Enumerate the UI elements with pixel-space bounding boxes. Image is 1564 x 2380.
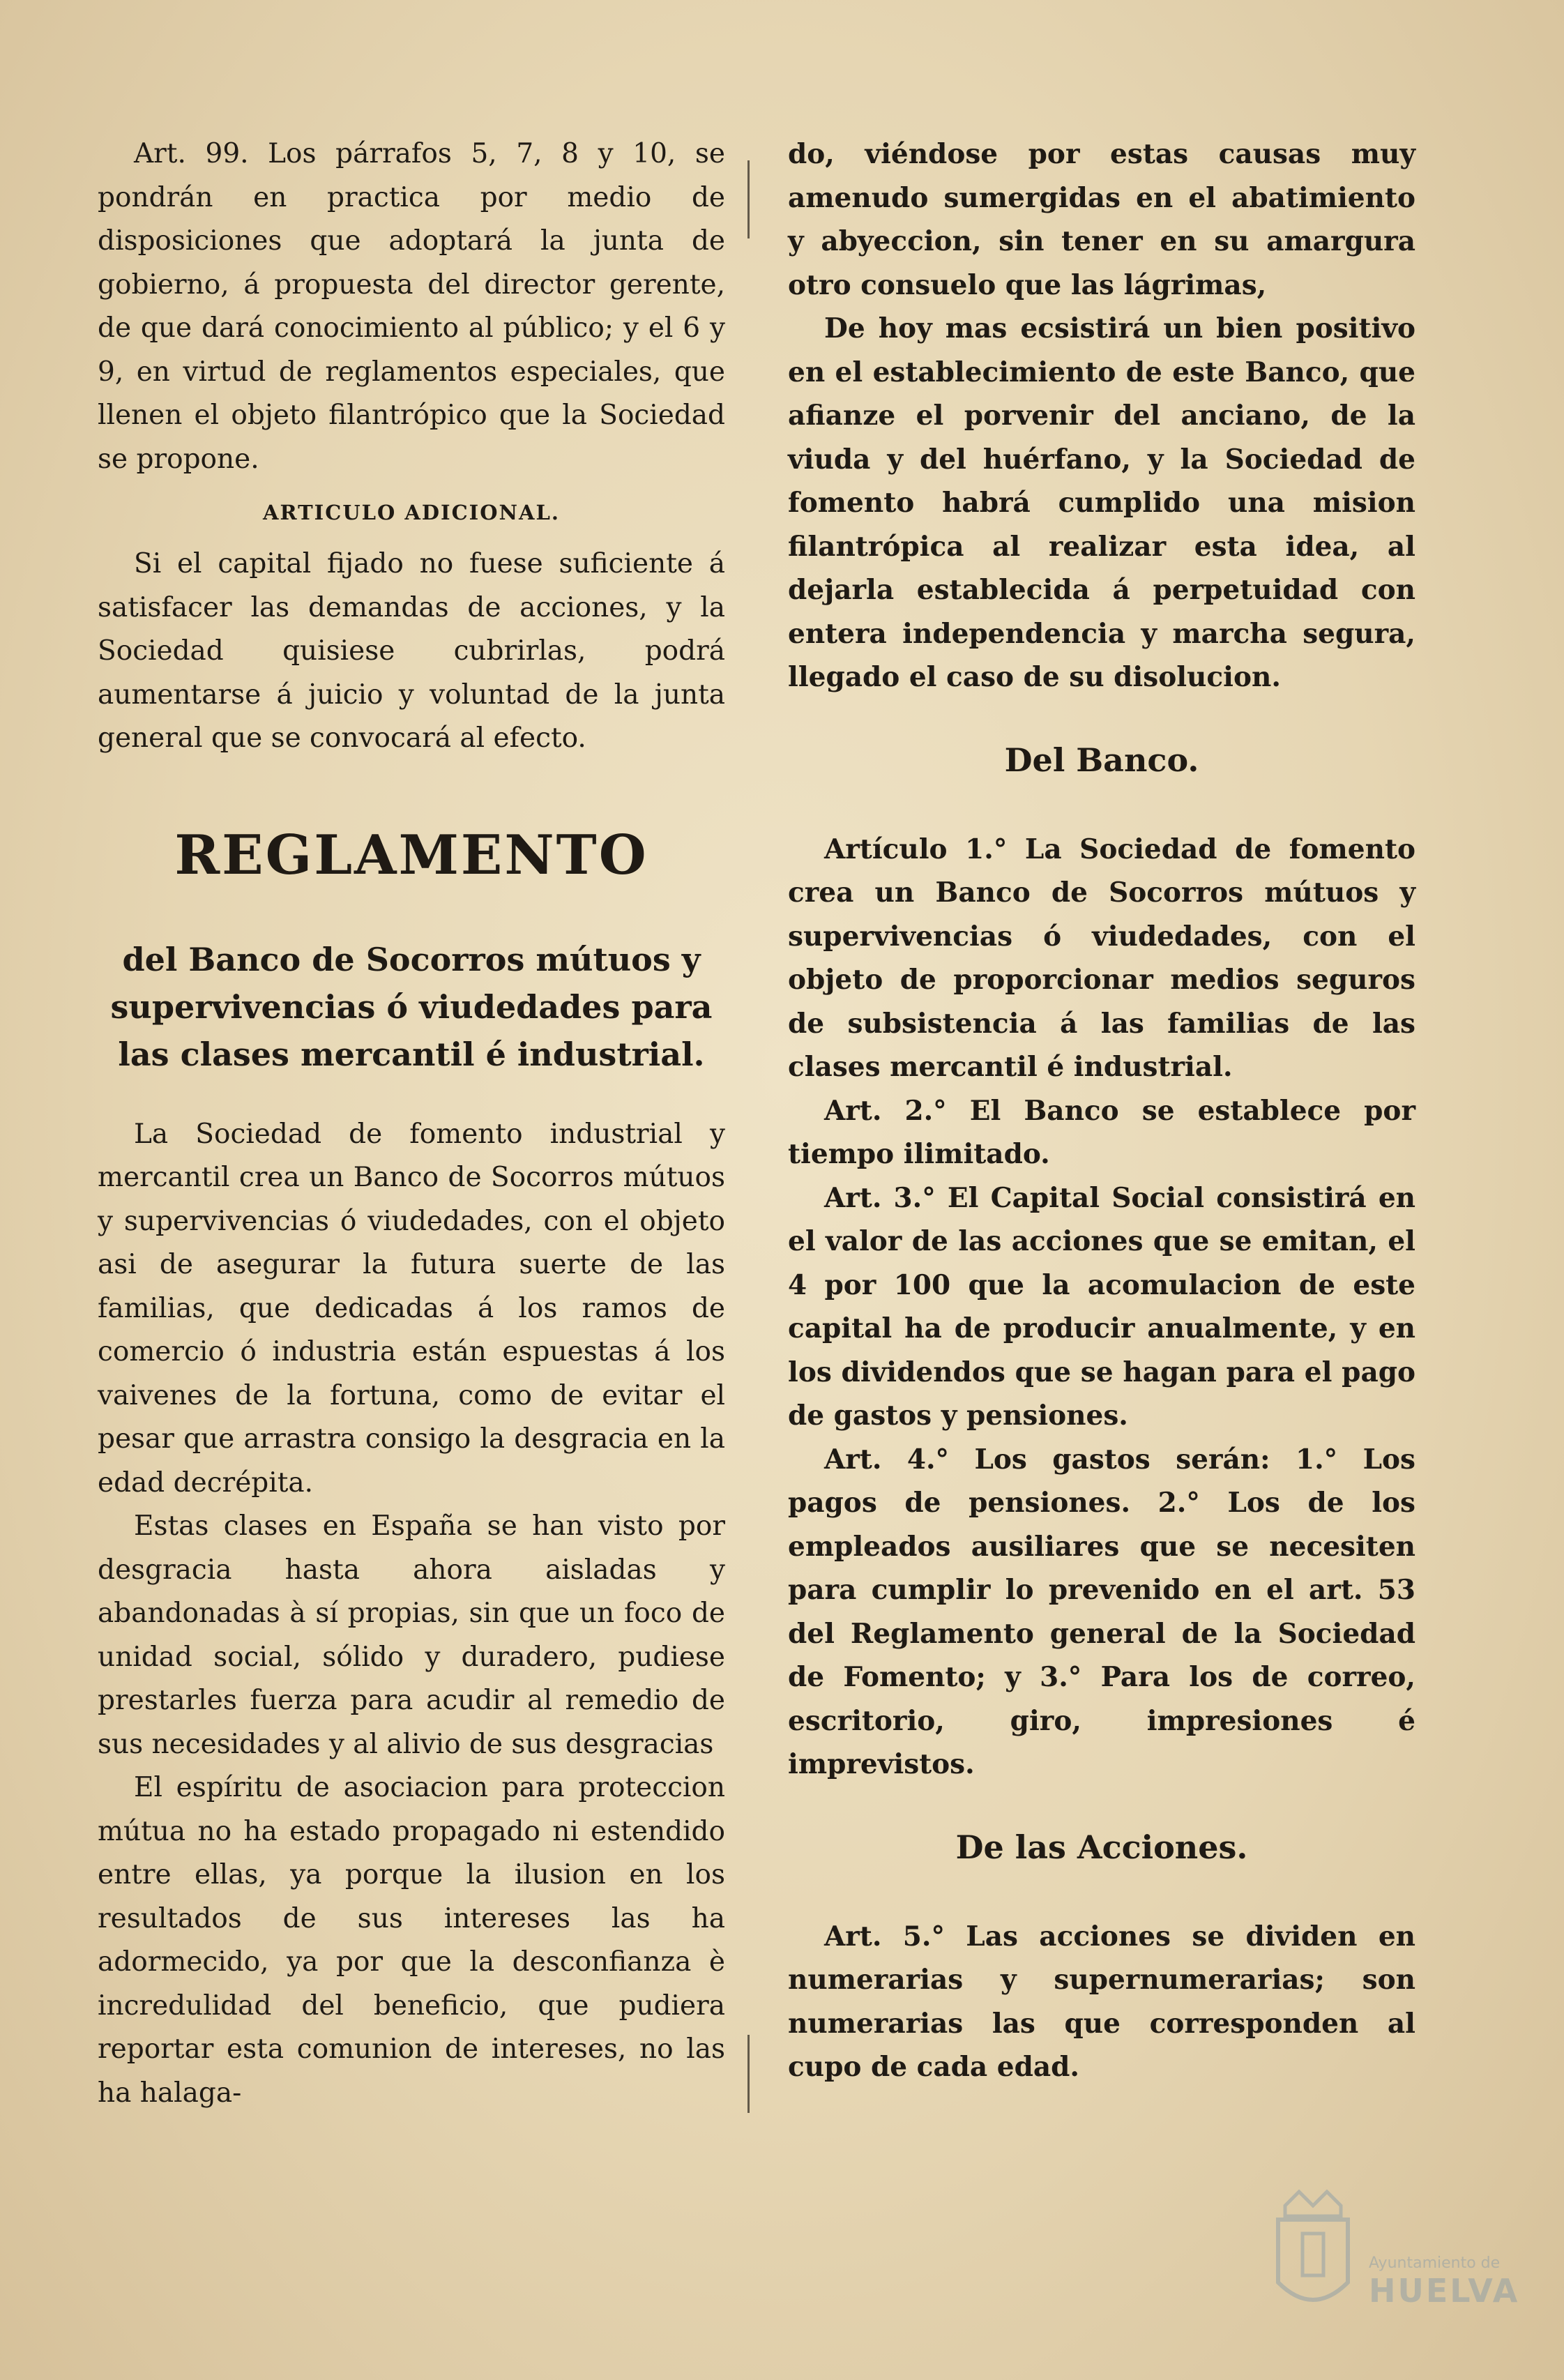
article-5: Art. 5.° Las acciones se dividen en numerarias y supernumerarias; son numerarias las que corresponden al cupo de cada edad. — [788, 1920, 1415, 2083]
left-column — [98, 132, 725, 2115]
additional-article-heading: ARTICULO ADICIONAL. — [263, 501, 560, 524]
watermark-logo — [1264, 2178, 1520, 2338]
watermark-line-1: Ayuntamiento de — [1369, 2254, 1501, 2272]
reglamento-title: REGLAMENTO — [174, 823, 648, 887]
section-title-acciones: De las Acciones. — [955, 1828, 1248, 1866]
intro-paragraph-1: La Sociedad de fomento industrial y mercantil crea un Banco de Socorros mútuos y supervivencias ó viudedades, con el objeto asi de asegurar la futura suerte de las familias, que dedicadas á los ramos de comercio ó industria están espuestas á los vaivenes de la fortuna, como de evitar el pesar que arrastra consigo la desgracia en la edad decrépita. — [98, 1118, 725, 1499]
continuation-paragraph: do, viéndose por estas causas muy amenudo sumergidas en el abatimiento y abyeccion, sin tener en su amargura otro consuelo que las lágrimas, — [788, 138, 1415, 301]
right-column — [788, 132, 1415, 2089]
article-4: Art. 4.° Los gastos serán: 1.° Los pagos de pensiones. 2.° Los de los empleados ausiliares que se necesiten para cumplir lo prevenido en el art. 53 del Reglamento general de la Sociedad de Fomento; y 3.° Para los de correo, escritorio, giro, impresiones é imprevistos. — [788, 1443, 1415, 1780]
watermark-text — [1369, 2254, 1519, 2310]
article-3: Art. 3.° El Capital Social consistirá en el valor de las acciones que se emitan, el 4 por 100 que la acomulacion de este capital ha de producir anualmente, y en los dividendos que se hagan para el pago de gastos y pensiones. — [788, 1181, 1415, 1432]
article-1: Artículo 1.° La Sociedad de fomento crea un Banco de Socorros mútuos y supervivencias ó viudedades, con el objeto de proporcionar medios seguros de subsistencia á las familias de las clases mercantil é industrial. — [788, 833, 1415, 1083]
coat-of-arms-icon — [1264, 2178, 1362, 2324]
bank-purpose-paragraph: De hoy mas ecsistirá un bien positivo en el establecimiento de este Banco, que afianze el porvenir del anciano, de la viuda y del huérfano, y la Sociedad de fomento habrá cumplido una mision filantrópica al realizar esta idea, al dejarla establecida á perpetuidad con entera independencia y marcha segura, llegado el caso de su disolucion. — [788, 312, 1415, 693]
article-2: Art. 2.° El Banco se establece por tiempo ilimitado. — [788, 1094, 1415, 1170]
reglamento-subtitle: del Banco de Socorros mútuos y supervivencias ó viudedades para las clases mercantil é industrial. — [110, 940, 713, 1073]
intro-paragraph-3: El espíritu de asociacion para proteccion mútua no ha estado propagado ni estendido entre ellas, ya porque la ilusion en los resultados de sus intereses las ha adormecido, ya por que la desconfianza è incredulidad del beneficio, que pudiera reportar esta comunion de intereses, no las ha halaga- — [98, 1772, 725, 2109]
intro-paragraph-2: Estas clases en España se han visto por desgracia hasta ahora aisladas y abandonadas à sí propias, sin que un foco de unidad social, sólido y duradero, pudiese prestarles fuerza para acudir al remedio de sus necesidades y al alivio de sus desgracias — [98, 1510, 725, 1760]
watermark-line-2: HUELVA — [1369, 2272, 1520, 2310]
art-99-paragraph: Art. 99. Los párrafos 5, 7, 8 y 10, se pondrán en practica por medio de disposiciones que adoptará la junta de gobierno, á propuesta del director gerente, de que dará conocimiento al público; y el 6 y 9, en virtud de reglamentos especiales, que llenen el objeto filantrópico que la Sociedad se propone. — [98, 138, 725, 475]
additional-article-paragraph: Si el capital fijado no fuese suficiente á satisfacer las demandas de acciones, y la Sociedad quisiese cubrirlas, podrá aumentarse á juicio y voluntad de la junta general que se convocará al efecto. — [98, 548, 725, 754]
section-title-banco: Del Banco. — [1004, 741, 1199, 779]
column-divider — [747, 160, 750, 2113]
